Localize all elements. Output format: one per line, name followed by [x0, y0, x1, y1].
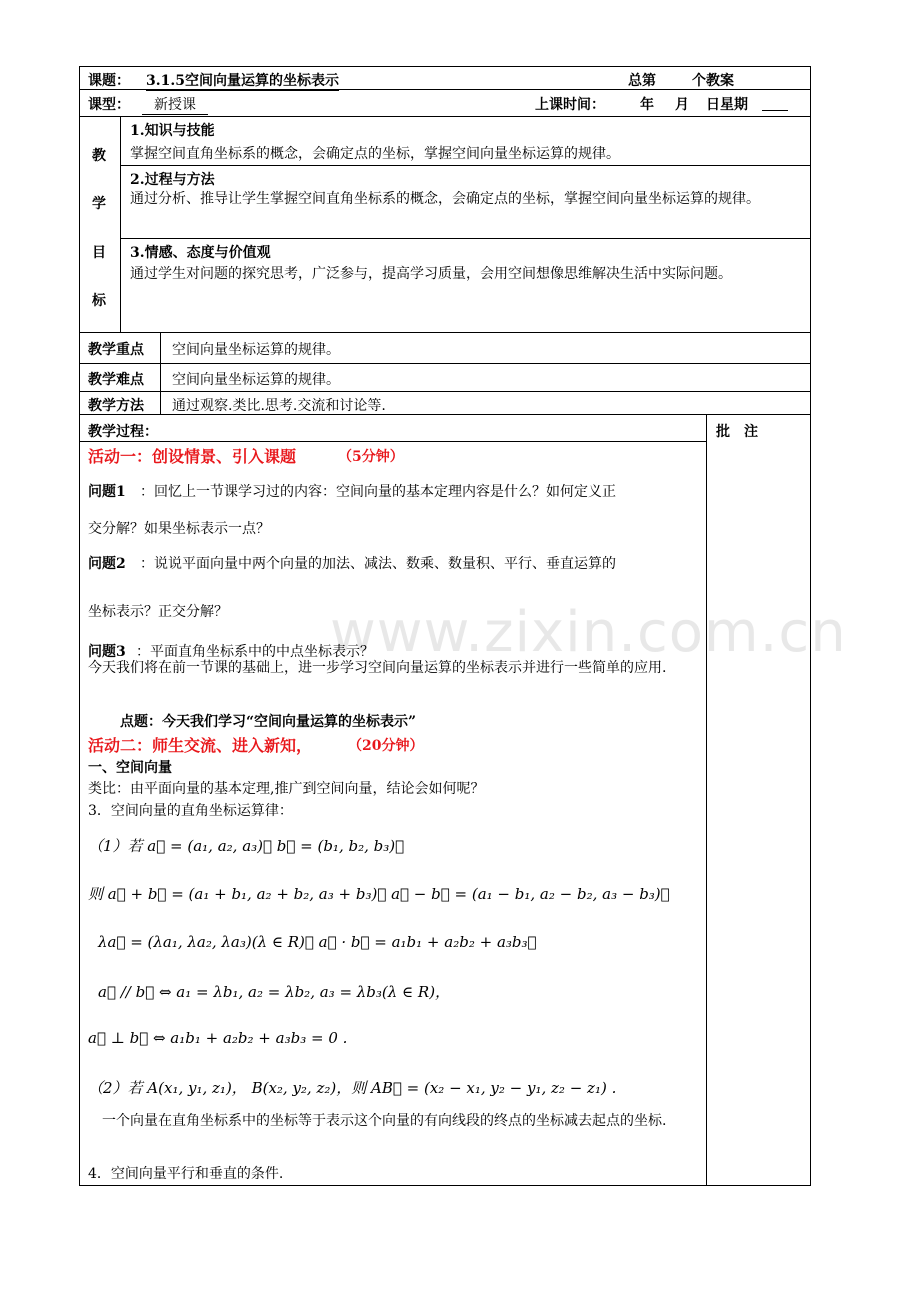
rule-3-title: 3．空间向量的直角坐标运算律：: [88, 803, 293, 819]
question-1-label: 问题1: [88, 484, 126, 500]
difficulty-value: 空间向量坐标运算的规律。: [172, 372, 340, 388]
goal-side-char-1: 教: [92, 148, 106, 164]
method-value: 通过观察.类比.思考.交流和讨论等.: [172, 398, 386, 414]
total-suffix: 个教案: [692, 73, 734, 89]
question-3-label: 问题3: [88, 644, 126, 660]
formula-6: （2）若 A(x₁, y₁, z₁)， B(x₂, y₂, z₂)，则 AB⃗ = (x₂ − x₁, y₂ − y₁, z₂ − z₁) .: [88, 1079, 617, 1097]
goal-1-title: 1.知识与技能: [130, 123, 215, 139]
month-label: 月: [675, 97, 689, 113]
total-label: 总第: [628, 73, 656, 89]
intro-text: 今天我们将在前一节课的基础上，进一步学习空间向量运算的坐标表示并进行一些简单的应用.: [88, 660, 667, 676]
explanation-text: 一个向量在直角坐标系中的坐标等于表示这个向量的有向线段的终点的坐标减去起点的坐标.: [102, 1113, 667, 1129]
question-1-text: ：回忆上一节课学习过的内容：空间向量的基本定理内容是什么？如何定义正: [140, 484, 616, 500]
activity-2-time: （20分钟）: [348, 738, 424, 754]
lesson-title-label: 课题：: [88, 73, 130, 89]
goal-side-char-3: 目: [92, 245, 106, 261]
activity-1-title: 活动一：创设情景、引入课题: [88, 447, 297, 466]
day-week-label: 日星期: [706, 97, 748, 113]
analogy-text: 类比：由平面向量的基本定理,推广到空间向量，结论会如何呢？: [88, 781, 485, 797]
key-point-value: 空间向量坐标运算的规律。: [172, 342, 340, 358]
formula-4: a⃗ // b⃗ ⇔ a₁ = λb₁, a₂ = λb₂, a₃ = λb₃(λ ∈ R)，: [98, 983, 451, 1001]
formula-2: 则 a⃗ + b⃗ = (a₁ + b₁, a₂ + b₂, a₃ + b₃)， a⃗ − b⃗ = (a₁ − b₁, a₂ − b₂, a₃ − b₃)，: [88, 885, 670, 903]
goal-side-char-2: 学: [92, 196, 106, 212]
day-week-blank: [762, 94, 788, 111]
goal-3-title: 3.情感、态度与价值观: [130, 245, 271, 261]
question-2-text: ：说说平面向量中两个向量的加法、减法、数乘、数量积、平行、垂直运算的: [140, 556, 616, 572]
type-value: 新授课: [142, 94, 208, 115]
goal-3-text: 通过学生对问题的探究思考，广泛参与，提高学习质量，会用空间想像思维解决生活中实际问题。: [130, 266, 732, 282]
question-3-text: ：平面直角坐标系中的中点坐标表示？: [136, 644, 374, 660]
formula-3: λa⃗ = (λa₁, λa₂, λa₃)(λ ∈ R)， a⃗ · b⃗ = a₁b₁ + a₂b₂ + a₃b₃，: [98, 933, 537, 951]
formula-1: （1）若 a⃗ = (a₁, a₂, a₃)， b⃗ = (b₁, b₂, b₃)，: [88, 837, 405, 855]
type-row: [80, 90, 810, 117]
key-point-label: 教学重点: [88, 342, 144, 358]
method-label: 教学方法: [88, 398, 144, 414]
title-row: [80, 67, 810, 90]
difficulty-row: [80, 364, 810, 392]
question-1-text-2: 交分解？如果坐标表示一点？: [88, 521, 270, 537]
watermark: www.zixin.com.cn: [330, 600, 847, 665]
activity-1-time: （5分钟）: [338, 449, 404, 465]
time-label: 上课时间：: [535, 97, 605, 113]
method-row: [80, 392, 810, 415]
process-row: [80, 415, 810, 1185]
goal-2-text: 通过分析、推导让学生掌握空间直角坐标系的概念，会确定点的坐标，掌握空间向量坐标运算的规律。: [130, 191, 760, 207]
lesson-title: 3.1.5空间向量运算的坐标表示: [146, 70, 339, 91]
note-label: 批 注: [716, 424, 758, 440]
goals-row: [80, 117, 810, 333]
goal-2-title: 2.过程与方法: [130, 172, 215, 188]
rule-4-title: 4．空间向量平行和垂直的条件.: [88, 1166, 284, 1182]
activity-2-title: 活动二：师生交流、进入新知，: [88, 736, 313, 755]
year-label: 年: [640, 97, 654, 113]
type-label: 课型：: [88, 97, 130, 113]
formula-5: a⃗ ⊥ b⃗ ⇔ a₁b₁ + a₂b₂ + a₃b₃ = 0 .: [88, 1029, 348, 1047]
question-2-label: 问题2: [88, 556, 126, 572]
key-point-row: [80, 333, 810, 364]
goal-1-text: 掌握空间直角坐标系的概念，会确定点的坐标，掌握空间向量坐标运算的规律。: [130, 146, 620, 162]
point-text: 点题：今天我们学习“空间向量运算的坐标表示”: [120, 714, 417, 730]
section-1-title: 一、空间向量: [88, 760, 172, 776]
difficulty-label: 教学难点: [88, 372, 144, 388]
goal-side-char-4: 标: [92, 293, 106, 309]
process-label: 教学过程：: [88, 424, 158, 440]
question-2-text-2: 坐标表示？正交分解？: [88, 604, 228, 620]
lesson-plan-table: [79, 66, 811, 1186]
